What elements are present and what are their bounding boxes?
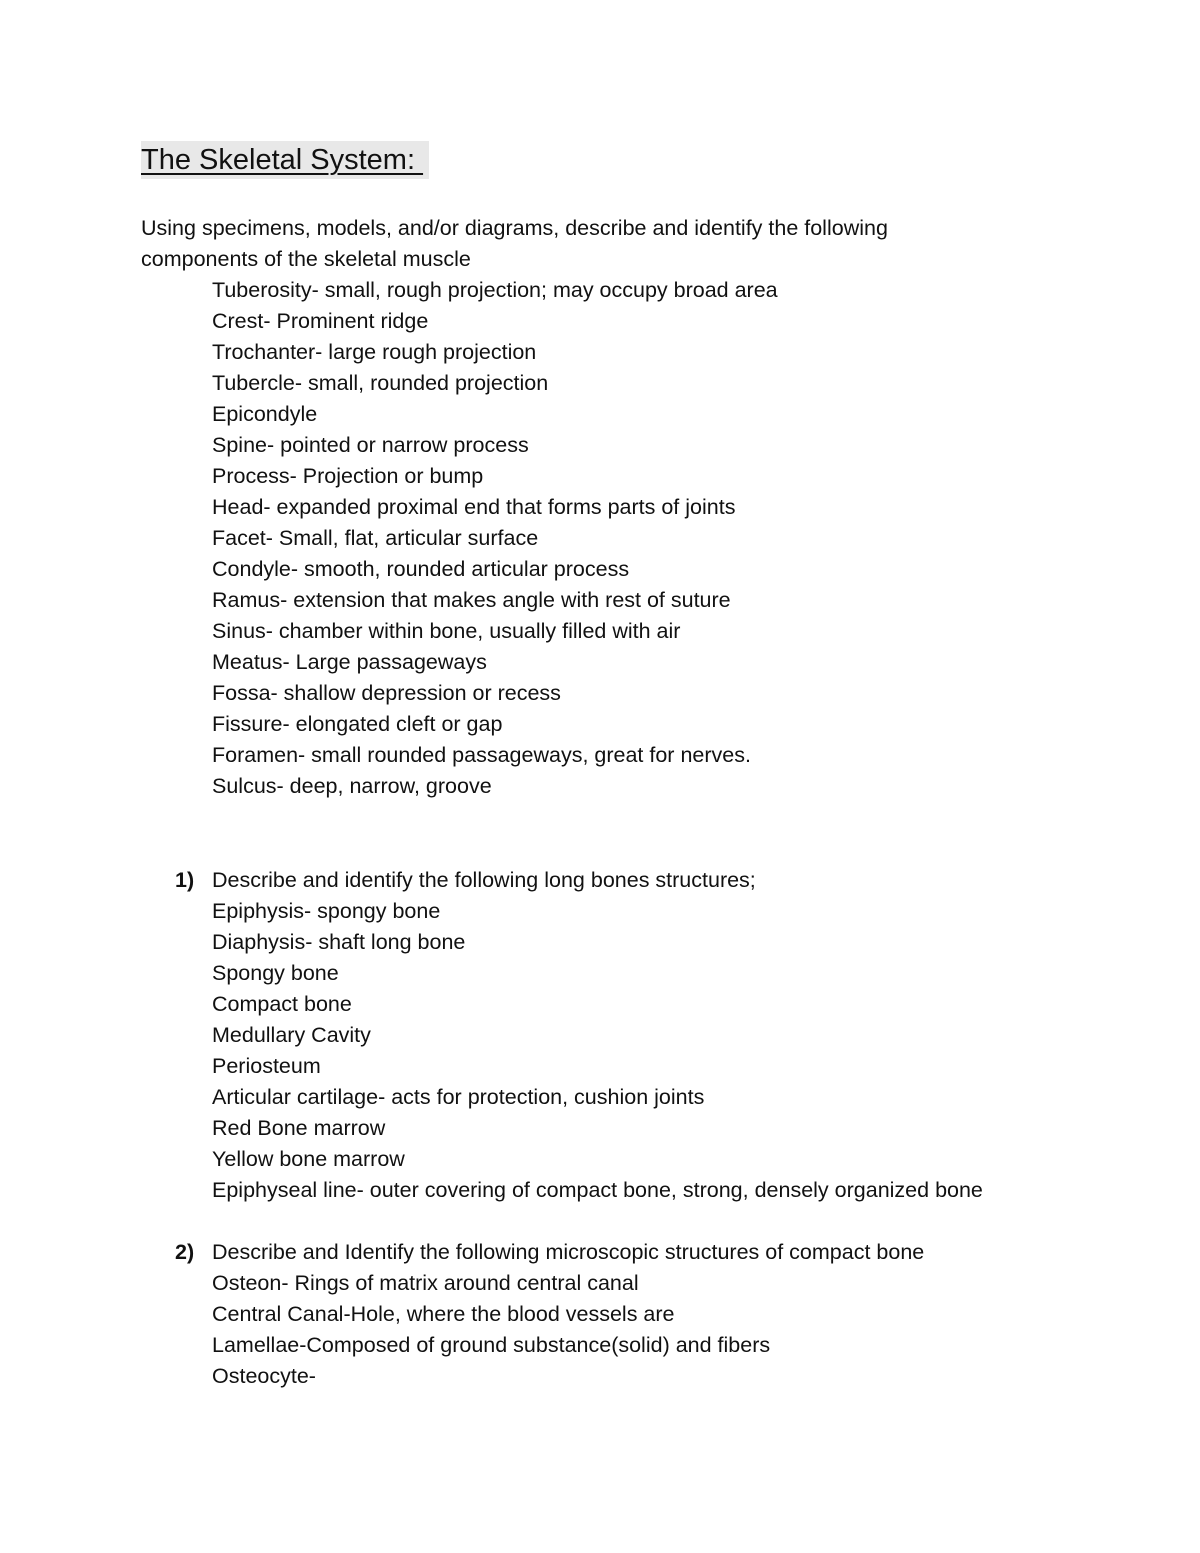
section-number: 2) [175, 1240, 195, 1264]
list-item: Crest- Prominent ridge [212, 309, 429, 333]
list-item: Fossa- shallow depression or recess [212, 681, 561, 705]
list-item: Head- expanded proximal end that forms parts of joints [212, 495, 736, 519]
page-title: The Skeletal System: [141, 141, 429, 179]
list-item: Periosteum [212, 1054, 321, 1078]
list-item: Osteon- Rings of matrix around central canal [212, 1271, 639, 1295]
section-heading-text: Describe and identify the following long bones structures; [212, 868, 756, 892]
section-heading-text: Describe and Identify the following microscopic structures of compact bone [212, 1240, 925, 1264]
intro-paragraph [141, 213, 1041, 275]
list-item: Tubercle- small, rounded projection [212, 371, 549, 395]
intro-line: Using specimens, models, and/or diagrams, describe and identify the following [141, 216, 888, 240]
list-item: Epicondyle [212, 402, 318, 426]
list-item: Medullary Cavity [212, 1023, 371, 1047]
list-item: Trochanter- large rough projection [212, 340, 537, 364]
list-item: Fissure- elongated cleft or gap [212, 712, 503, 736]
list-item: Diaphysis- shaft long bone [212, 930, 466, 954]
list-item: Red Bone marrow [212, 1116, 386, 1140]
list-item: Foramen- small rounded passageways, great for nerves. [212, 743, 751, 767]
list-item: Epiphyseal line- outer covering of compact bone, strong, densely organized bone [212, 1178, 983, 1202]
list-item: Spongy bone [212, 961, 339, 985]
list-item: Central Canal-Hole, where the blood vessels are [212, 1302, 675, 1326]
section-heading [175, 865, 983, 896]
list-item: Compact bone [212, 992, 352, 1016]
list-item: Sulcus- deep, narrow, groove [212, 774, 492, 798]
list-item: Sinus- chamber within bone, usually filled with air [212, 619, 681, 643]
list-item: Meatus- Large passageways [212, 650, 487, 674]
section-long-bones [175, 865, 983, 1206]
list-item: Tuberosity- small, rough projection; may occupy broad area [212, 278, 778, 302]
list-item: Process- Projection or bump [212, 464, 484, 488]
list-item: Lamellae-Composed of ground substance(solid) and fibers [212, 1333, 771, 1357]
compact-bone-structures-list [212, 1268, 924, 1392]
list-item: Articular cartilage- acts for protection, cushion joints [212, 1085, 705, 1109]
bone-marking-terms-list [212, 275, 778, 802]
list-item: Yellow bone marrow [212, 1147, 405, 1171]
list-item: Facet- Small, flat, articular surface [212, 526, 539, 550]
list-item: Ramus- extension that makes angle with rest of suture [212, 588, 731, 612]
long-bone-structures-list [212, 896, 983, 1206]
intro-line: components of the skeletal muscle [141, 247, 471, 271]
section-microscopic-structures [175, 1237, 924, 1392]
list-item: Spine- pointed or narrow process [212, 433, 529, 457]
list-item: Osteocyte- [212, 1364, 316, 1388]
list-item: Condyle- smooth, rounded articular process [212, 557, 630, 581]
section-number: 1) [175, 868, 195, 892]
list-item: Epiphysis- spongy bone [212, 899, 441, 923]
section-heading [175, 1237, 924, 1268]
